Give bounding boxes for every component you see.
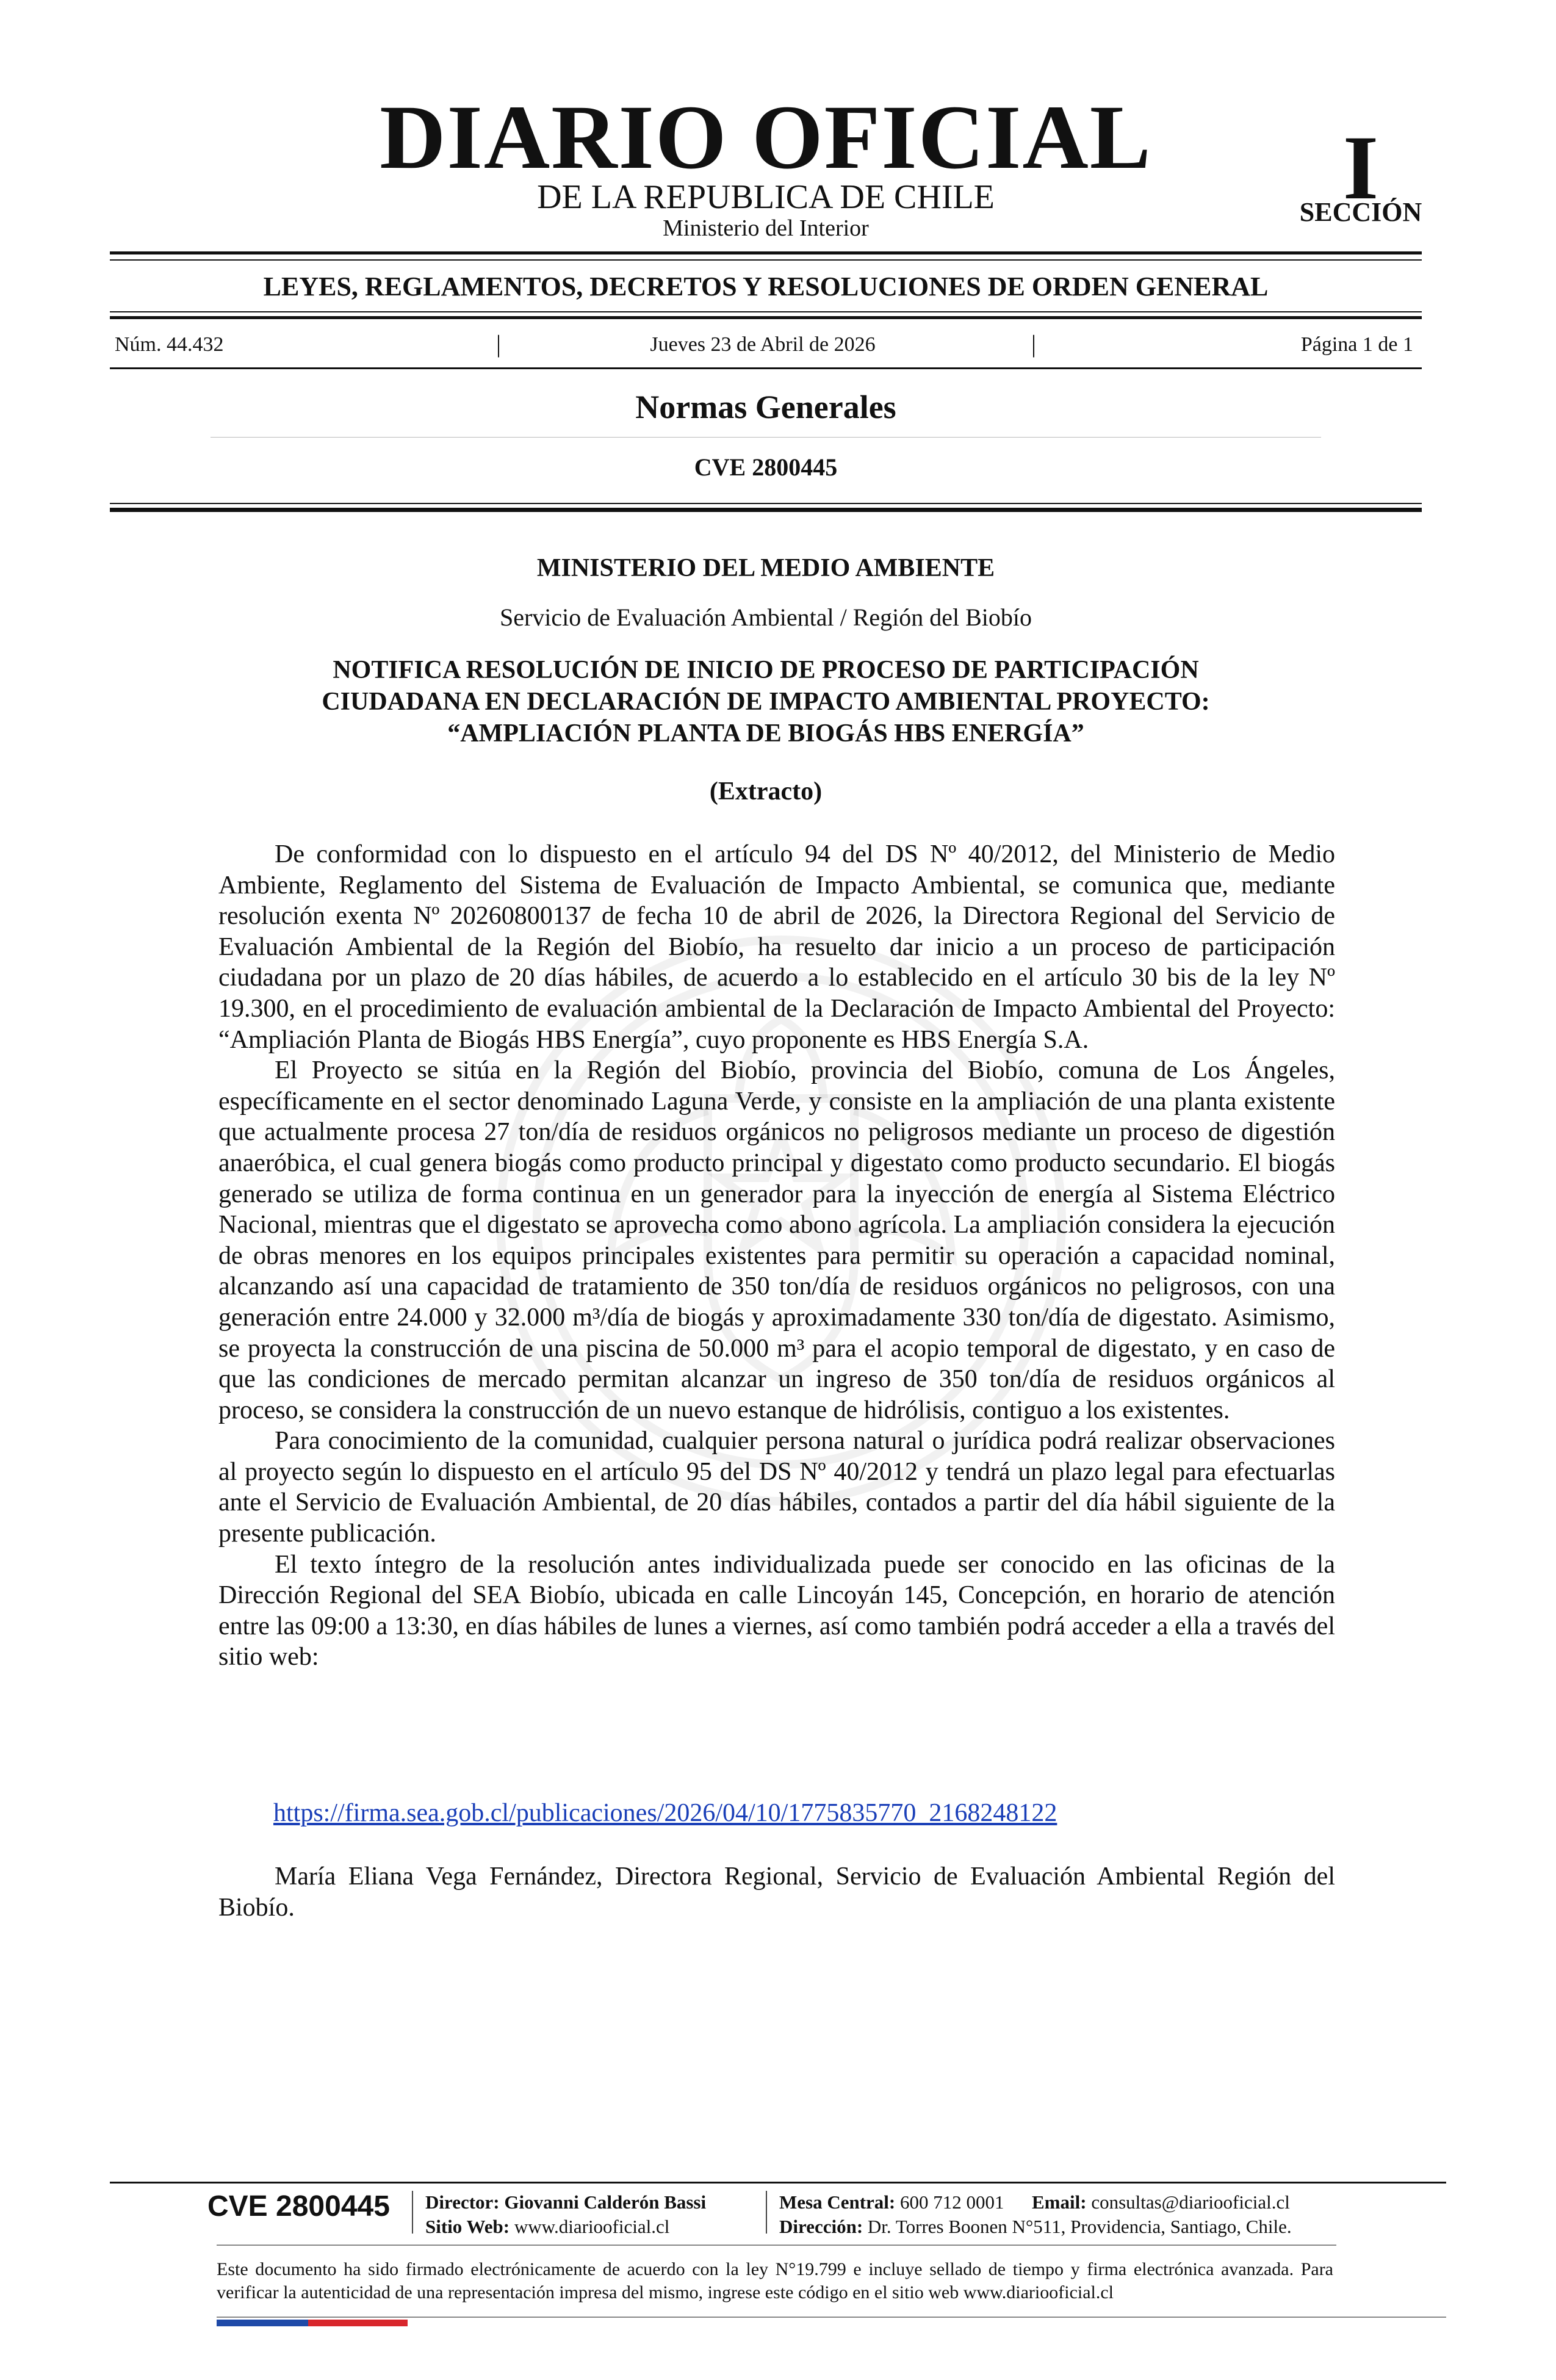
- extract-label: (Extracto): [709, 777, 823, 806]
- signature-line: María Eliana Vega Fernández, Directora Regional, Servicio de Evaluación Ambiental Región del Biobío.: [218, 1863, 1335, 1922]
- meta-separator: |: [496, 330, 502, 358]
- document-ministry: MINISTERIO DEL MEDIO AMBIENTE: [536, 554, 995, 582]
- cve-code: CVE 2800445: [694, 453, 838, 481]
- address-label: Dirección:: [779, 2216, 863, 2237]
- banner-divider-thin: [110, 311, 1422, 312]
- footer-authenticity-note: Este documento ha sido firmado electrónicamente de acuerdo con la ley N°19.799 e incluye sellado de tiempo y firma electrónica avanzada. Para verificar la autenticidad de una representación impresa del mismo, ingrese este código en el sitio web www.diariooficial.cl: [217, 2259, 1333, 2302]
- section-number: I: [1342, 117, 1379, 218]
- director-name: Giovanni Calderón Bassi: [504, 2191, 707, 2213]
- section-label: SECCIÓN: [1299, 197, 1422, 227]
- address-value: Dr. Torres Boonen N°511, Providencia, Santiago, Chile.: [867, 2216, 1292, 2237]
- masthead-ministry: Ministerio del Interior: [663, 215, 869, 241]
- section-heading-underline: [211, 437, 1321, 438]
- body-paragraph: Para conocimiento de la comunidad, cualquier persona natural o jurídica podrá realizar observaciones al proyecto según lo dispuesto en el artículo 95 del DS Nº 40/2012 y tendrá un plazo legal para efectuarlas ante el Servicio de Evaluación Ambiental, de 20 días hábiles, contados a partir del día hábil siguiente de la presente publicación.: [218, 1427, 1335, 1548]
- header-divider-bottom: [110, 508, 1422, 512]
- masthead-subtitle: DE LA REPUBLICA DE CHILE: [537, 178, 995, 216]
- footer-cve-code: CVE 2800445: [207, 2190, 390, 2223]
- footer-address: [779, 2217, 1292, 2236]
- footer-divider-middle: [217, 2245, 1336, 2246]
- header-divider-thin: [110, 503, 1422, 504]
- flag-stripe-blue: [217, 2320, 308, 2326]
- body-paragraph: El Proyecto se sitúa en la Región del Biobío, provincia del Biobío, comuna de Los Ángeles, específicamente en el sector denominado Laguna Verde, y consiste en la ampliación de una planta existente que actualmente procesa 27 ton/día de residuos orgánicos no peligrosos mediante un proceso de digestión anaeróbica, el cual genera biogás como producto principal y digestato como producto secundario. El biogás generado se utiliza de forma continua en un generador para la inyección de energía al Sistema Eléctrico Nacional, mientras que el digestato se aprovecha como abono agrícola. La ampliación considera la ejecución de obras menores en los equipos principales existentes para permitir su operación a capacidad nominal, alcanzando así una capacidad de tratamiento de 350 ton/día de residuos orgánicos no peligrosos, con una generación entre 24.000 y 32.000 m³/día de biogás y aproximadamente 330 ton/día de digestato. Asimismo, se proyecta la construcción de una piscina de 50.000 m³ para el acopio temporal de digestato, y en caso de que las condiciones de mercado permitan alcanzar un ingreso de 350 ton/día de residuos orgánicos al proceso, se considera la construcción de un nuevo estanque de hidrólisis, contiguo a los existentes.: [218, 1056, 1335, 1424]
- website-label: Sitio Web:: [425, 2216, 510, 2237]
- email-label: Email:: [1032, 2191, 1087, 2213]
- body-paragraph: De conformidad con lo dispuesto en el artículo 94 del DS Nº 40/2012, del Ministerio de Medio Ambiente, Reglamento del Sistema de Evaluación de Impacto Ambiental, se comunica que, mediante resolución exenta Nº 20260800137 de fecha 10 de abril de 2026, la Directora Regional del Servicio de Evaluación Ambiental de la Región del Biobío, ha resuelto dar inicio a un proceso de participación ciudadana por un plazo de 20 días hábiles, de acuerdo a lo establecido en el artículo 30 bis de la ley Nº 19.300, en el procedimiento de evaluación ambiental de la Declaración de Impacto Ambiental del Proyecto: “Ampliación Planta de Biogás HBS Energía”, cuyo proponente es HBS Energía S.A.: [218, 840, 1335, 1054]
- page-indicator: Página 1 de 1: [1300, 333, 1413, 356]
- document-title-line: NOTIFICA RESOLUCIÓN DE INICIO DE PROCESO DE PARTICIPACIÓN: [333, 656, 1199, 684]
- masthead-title: DIARIO OFICIAL: [380, 87, 1152, 188]
- meta-divider: [110, 367, 1422, 369]
- director-label: Director:: [425, 2191, 500, 2213]
- footer-website: [425, 2217, 669, 2236]
- footer-separator: [766, 2191, 767, 2234]
- website-value[interactable]: www.diariooficial.cl: [514, 2216, 670, 2237]
- banner-heading: LEYES, REGLAMENTOS, DECRETOS Y RESOLUCIONES DE ORDEN GENERAL: [263, 272, 1269, 301]
- document-service: Servicio de Evaluación Ambiental / Región del Biobío: [499, 604, 1032, 631]
- footer-separator: [412, 2191, 413, 2234]
- body-paragraph: El texto íntegro de la resolución antes individualizada puede ser conocido en las oficinas de la Dirección Regional del SEA Biobío, ubicada en calle Lincoyán 145, Concepción, en horario de atención entre las 09:00 a 13:30, en días hábiles de lunes a viernes, así como también podrá acceder a ella a través del sitio web:: [218, 1550, 1335, 1671]
- mesa-label: Mesa Central:: [779, 2191, 896, 2213]
- mesa-value: 600 712 0001: [900, 2191, 1004, 2213]
- footer-director: [425, 2193, 706, 2212]
- section-heading: Normas Generales: [635, 389, 896, 425]
- issue-number: Núm. 44.432: [115, 333, 224, 356]
- document-body: [218, 839, 1335, 1673]
- document-title-line: “AMPLIACIÓN PLANTA DE BIOGÁS HBS ENERGÍA”: [447, 719, 1084, 748]
- document-title: [220, 654, 1312, 749]
- resolution-link[interactable]: https://firma.sea.gob.cl/publicaciones/2026/04/10/1775835770_2168248122: [273, 1799, 1057, 1827]
- masthead-divider-thin: [110, 259, 1422, 261]
- footer-divider-top: [110, 2182, 1446, 2183]
- email-value[interactable]: consultas@diariooficial.cl: [1091, 2191, 1290, 2213]
- footer-divider-bottom: [217, 2317, 1446, 2318]
- meta-separator: |: [1031, 330, 1037, 358]
- banner-divider-bottom: [110, 316, 1422, 319]
- document-title-line: CIUDADANA EN DECLARACIÓN DE IMPACTO AMBIENTAL PROYECTO:: [322, 688, 1210, 716]
- issue-date: Jueves 23 de Abril de 2026: [650, 333, 876, 356]
- footer-contact: [779, 2193, 1290, 2212]
- masthead-divider-top: [110, 251, 1422, 254]
- flag-stripe-red: [308, 2320, 408, 2326]
